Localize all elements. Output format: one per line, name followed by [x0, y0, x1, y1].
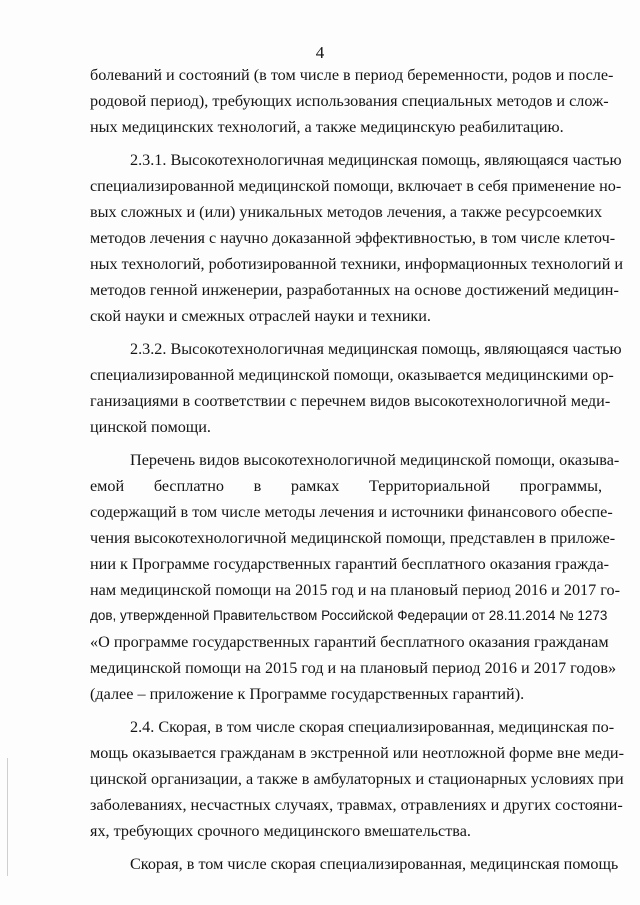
text-line: специализированной медицинской помощи, оказывается медицинскими ор- [90, 366, 614, 384]
text-line: нии к Программе государственных гарантий бесплатного оказания гражда- [90, 555, 610, 573]
paragraph-2-3-1 [90, 147, 624, 329]
text-line: цинской помощи. [90, 418, 211, 436]
paragraph-2-3-2 [90, 336, 622, 440]
text-line: содержащий в том числе методы лечения и источники финансового обеспе- [90, 503, 613, 521]
text-line: родовой период), требующих использования специальных методов и слож- [90, 92, 609, 110]
text-line: 2.4. Скорая, в том числе скорая специализированная, медицинская по- [130, 718, 615, 736]
text-line: ных технологий, роботизированной техники, информационных технологий и [90, 255, 624, 273]
paragraph-continuation [90, 62, 614, 140]
text-line: болеваний и состояний (в том числе в период беременности, родов и после- [90, 66, 614, 84]
text-line: емой бесплатно в рамках Территориальной программы, [90, 477, 602, 495]
text-line: ных медицинских технологий, а также медицинскую реабилитацию. [90, 118, 564, 136]
paragraph-emergency-care [90, 851, 619, 877]
text-line: заболеваниях, несчастных случаях, травмах, отравлениях и других состояни- [90, 796, 623, 814]
scan-edge-mark [7, 758, 8, 876]
paragraph-2-4 [90, 714, 624, 844]
text-line: цинской организации, а также в амбулаторных и стационарных условиях при [90, 770, 624, 788]
document-body [90, 62, 624, 884]
text-line: «О программе государственных гарантий бесплатного оказания гражданам [90, 633, 609, 651]
text-line: медицинской помощи на 2015 год и на плановый период 2016 и 2017 годов» [90, 659, 617, 677]
text-line: (далее – приложение к Программе государственных гарантий). [90, 685, 525, 703]
text-line: вых сложных и (или) уникальных методов лечения, а также ресурсоемких [90, 203, 603, 221]
text-line: Перечень видов высокотехнологичной медицинской помощи, оказыва- [130, 451, 620, 469]
text-line: дов, утвержденной Правительством Российской Федерации от 28.11.2014 № 1273 [90, 608, 608, 623]
text-line: нам медицинской помощи на 2015 год и на плановый период 2016 и 2017 го- [90, 581, 620, 599]
text-line: специализированной медицинской помощи, включает в себя применение но- [90, 177, 622, 195]
text-line: 2.3.2. Высокотехнологичная медицинская помощь, являющаяся частью [130, 340, 622, 358]
text-line: ганизациями в соответствии с перечнем видов высокотехнологичной меди- [90, 392, 611, 410]
text-line: ской науки и смежных отраслей науки и техники. [90, 307, 431, 325]
text-line: ях, требующих срочного медицинского вмешательства. [90, 822, 471, 840]
text-line: мощь оказывается гражданам в экстренной или неотложной форме вне меди- [90, 744, 624, 762]
text-line: методов лечения с научно доказанной эффективностью, в том числе клеточ- [90, 229, 616, 247]
text-line: чения высокотехнологичной медицинской помощи, представлен в приложе- [90, 529, 616, 547]
paragraph-high-tech-list [90, 447, 620, 707]
page-number: 4 [315, 43, 325, 62]
text-line: Скорая, в том числе скорая специализированная, медицинская помощь [130, 855, 619, 873]
text-line: 2.3.1. Высокотехнологичная медицинская помощь, являющаяся частью [130, 151, 622, 169]
text-line: методов генной инженерии, разработанных на основе достижений медицин- [90, 281, 619, 299]
